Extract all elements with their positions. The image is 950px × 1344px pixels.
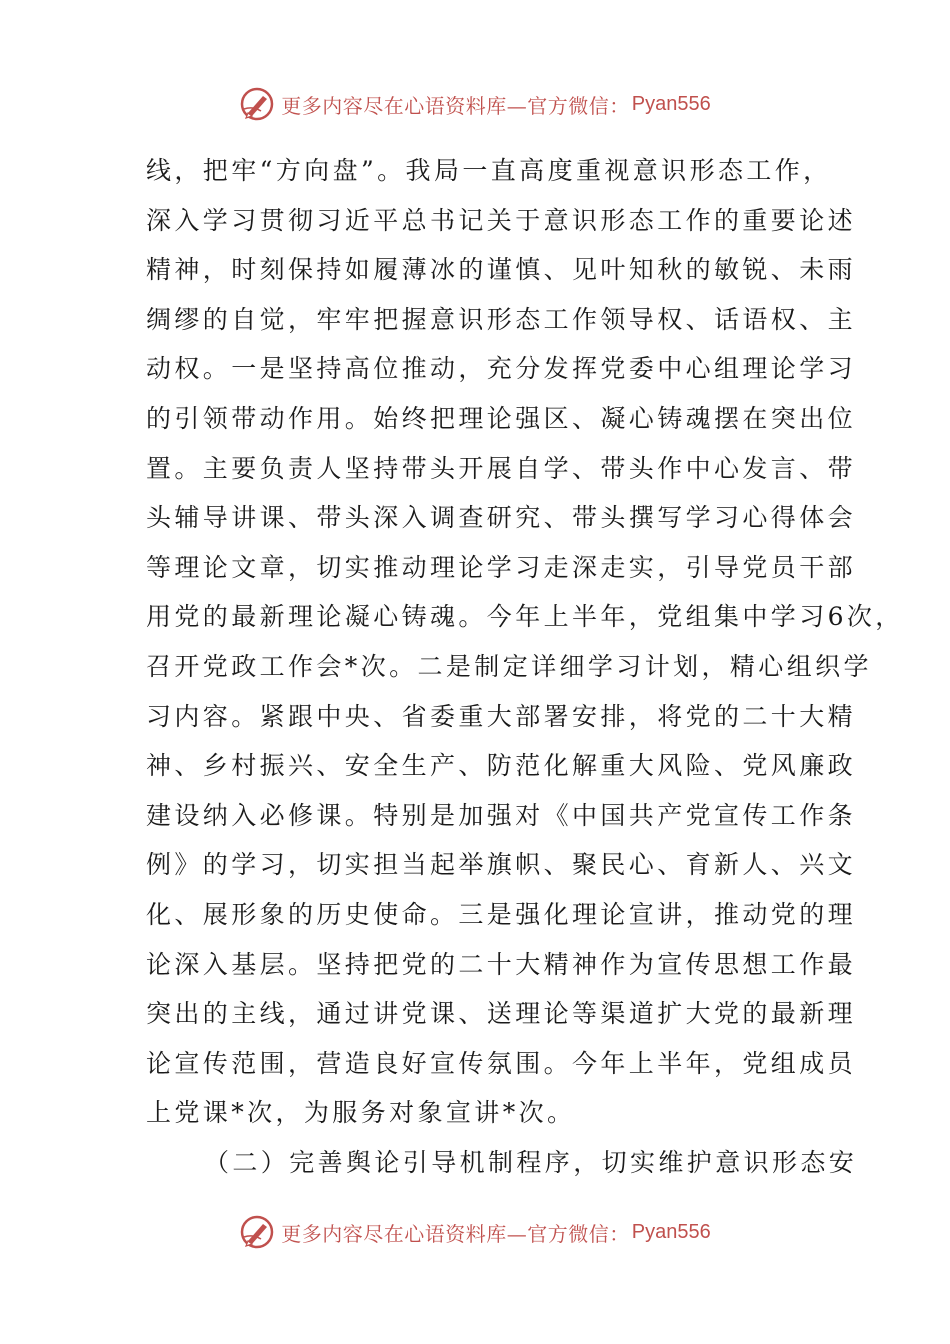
text-line: 神、乡村振兴、安全生产、防范化解重大风险、党风廉政 <box>146 751 857 781</box>
text-line: 深入学习贯彻习近平总书记关于意识形态工作的重要论述 <box>146 205 857 235</box>
text-line: 召开党政工作会*次。二是制定详细学习计划，精心组织学 <box>146 651 872 681</box>
banner-text: 更多内容尽在心语资料库—官方微信： <box>281 1221 630 1246</box>
banner-wechat-id: Pyan556 <box>631 1220 711 1243</box>
text-line: 用党的最新理论凝心铸魂。今年上半年，党组集中学习6次， <box>146 602 904 632</box>
text-line: 精神，时刻保持如履薄冰的谨慎、见叶知秋的敏锐、未雨 <box>146 255 857 285</box>
text-line: 上党课*次，为服务对象宣讲*次。 <box>146 1098 576 1128</box>
text-line: 论深入基层。坚持把党的二十大精神作为宣传思想工作最 <box>146 949 857 979</box>
text-line: 化、展形象的历史使命。三是强化理论宣讲，推动党的理 <box>146 899 857 929</box>
text-line: 习内容。紧跟中央、省委重大部署安排，将党的二十大精 <box>146 701 857 731</box>
footer-banner <box>0 1212 950 1252</box>
banner-wechat-id: Pyan556 <box>631 92 711 115</box>
text-line: 头辅导讲课、带头深入调查研究、带头撰写学习心得体会 <box>146 503 857 533</box>
text-line: 论宣传范围，营造良好宣传氛围。今年上半年，党组成员 <box>146 1048 857 1078</box>
pen-logo-icon <box>239 1214 275 1250</box>
text-line: 的引领带动作用。始终把理论强区、凝心铸魂摆在突出位 <box>146 403 857 433</box>
text-line: 置。主要负责人坚持带头开展自学、带头作中心发言、带 <box>146 453 857 483</box>
text-line: 建设纳入必修课。特别是加强对《中国共产党宣传工作条 <box>146 800 857 830</box>
text-line: 等理论文章，切实推动理论学习走深走实，引导党员干部 <box>146 552 857 582</box>
text-line: 动权。一是坚持高位推动，充分发挥党委中心组理论学习 <box>146 354 857 384</box>
pen-logo-icon <box>239 86 275 122</box>
text-line: 例》的学习，切实担当起举旗帜、聚民心、育新人、兴文 <box>146 850 857 880</box>
text-line: 绸缪的自觉，牢牢把握意识形态工作领导权、话语权、主 <box>146 304 857 334</box>
text-line: 突出的主线，通过讲党课、送理论等渠道扩大党的最新理 <box>146 999 857 1029</box>
header-banner <box>0 84 950 124</box>
banner-text: 更多内容尽在心语资料库—官方微信： <box>281 93 630 118</box>
body-text <box>146 146 904 1187</box>
section-heading: （二）完善舆论引导机制程序，切实维护意识形态安 <box>204 1147 858 1177</box>
text-line: 线，把牢“方向盘”。我局一直高度重视意识形态工作， <box>146 156 832 185</box>
